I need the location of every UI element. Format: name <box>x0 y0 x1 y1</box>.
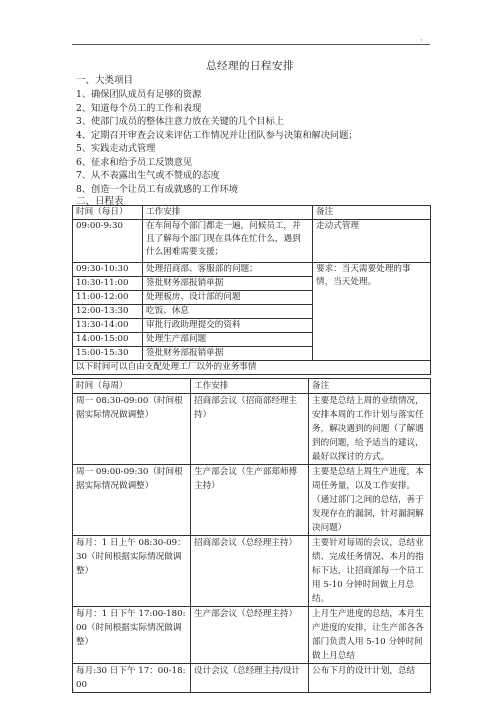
task-cell: 生产部会议（生产部郑师傅主持） <box>191 465 309 536</box>
task-cell: 招商部会议（总经理主持） <box>191 536 309 607</box>
table-row <box>73 664 431 693</box>
task-cell: 生产部会议（总经理主持） <box>191 607 309 664</box>
task-cell: 吃饭、休息 <box>143 305 313 319</box>
task-cell: 招商部会议（招商部经理主持） <box>191 394 309 465</box>
time-cell: 周一 09:00-09:30（时间根据实际情况做调整） <box>73 465 191 536</box>
task-cell: 处理招商部、客服部的问题； <box>143 263 313 277</box>
table-row <box>73 465 431 536</box>
table-header-row <box>73 379 431 394</box>
column-header-time: 时间（每周） <box>73 379 191 394</box>
column-header-note: 备注 <box>309 379 431 394</box>
list-item: 2、知道每个员工的工作和表现 <box>76 103 202 114</box>
list-item: 1、确保团队成员有足够的资源 <box>76 89 202 100</box>
task-cell: 在车间每个部门都走一遍，问候员工，并且了解每个部门现在具体在忙什么，遇到什么困难需要支援； <box>143 220 313 263</box>
section-heading-schedule: 二、日程表 <box>76 196 124 207</box>
note-cell: 主要是总结上周生产进度，本周任务量，以及工作安排。（通过部门之间的总结，善于发现存在的漏洞，针对漏洞解决问题） <box>309 465 431 536</box>
time-cell: 09:30-10:30 <box>73 263 143 277</box>
list-item: 5、实践走动式管理 <box>76 143 156 154</box>
note-cell: 走动式管理 <box>313 220 431 263</box>
table-row <box>73 220 431 263</box>
note-cell: 主要是总结上周的业绩情况，安排本周的工作计划与落实任务，解决遇到的问题（了解遇到的问题，给予适当的建议，最好以探讨的方式。 <box>309 394 431 465</box>
task-cell: 处理生产部问题 <box>143 333 313 347</box>
note-cell: 主要针对每周的会议，总结业绩、完成任务情况、本月的指标下达，让招商部每一个员工用 5-10 分钟时间做上月总结。 <box>309 536 431 607</box>
column-header-note: 备注 <box>313 206 431 220</box>
footer-mark: · <box>72 686 75 696</box>
time-cell: 11:00-12:00 <box>73 291 143 305</box>
table-row <box>73 607 431 664</box>
task-cell: 签批财务部报销单据 <box>143 277 313 291</box>
task-cell: 处理板房、设计部的问题 <box>143 291 313 305</box>
weekly-schedule-table <box>72 378 431 693</box>
note-cell: 要求：当天需要处理的事情，当天处理。 <box>313 263 431 361</box>
column-header-time: 时间（每日） <box>73 206 143 220</box>
time-cell: 09:00-9:30 <box>73 220 143 263</box>
section-heading-items: 一、大类项目 <box>76 75 134 86</box>
note-cell: 公布下月的设计计划，总结 <box>309 664 431 693</box>
list-item: 3、使部门成员的整体注意力放在关键的几个目标上 <box>76 116 284 127</box>
table-header-row <box>73 206 431 220</box>
corner-mark: · <box>420 36 423 46</box>
note-cell: 上月生产进度的总结，本月生产进度的安排，让生产部各各部门负责人用 5-10 分钟时间做上月总结 <box>309 607 431 664</box>
list-item: 8、创造一个让员工有成就感的工作环境 <box>76 184 239 195</box>
time-cell: 每月：1 日下午 17:00-180:00（时间根据实际情况做调整） <box>73 607 191 664</box>
table-footer-row <box>73 361 431 375</box>
time-cell: 每月：1 日上午 08:30-09：30（时间根据实际情况做调整） <box>73 536 191 607</box>
time-cell: 13:30-14:00 <box>73 319 143 333</box>
table-row <box>73 536 431 607</box>
time-cell: 每月:30 日下午 17：00-18:00 <box>73 664 191 693</box>
daily-schedule-table <box>72 205 431 375</box>
time-cell: 15:00-15:30 <box>73 347 143 361</box>
task-cell: 审批行政助理提交的资料 <box>143 319 313 333</box>
task-cell: 签批财务部报销单据 <box>143 347 313 361</box>
time-cell: 10:30-11:00 <box>73 277 143 291</box>
time-cell: 12:00-13:30 <box>73 305 143 319</box>
page-title: 总经理的日程安排 <box>206 60 294 72</box>
list-item: 4、定期召开审查会议来评估工作情况并让团队参与决策和解决问题； <box>76 130 358 141</box>
header-rule <box>72 44 430 45</box>
column-header-task: 工作安排 <box>191 379 309 394</box>
time-cell: 14:00-15:00 <box>73 333 143 347</box>
list-item: 6、征求和给予员工反馈意见 <box>76 157 193 168</box>
list-item: 7、从不表露出生气或不赞成的态度 <box>76 170 220 181</box>
table-row <box>73 394 431 465</box>
table-row <box>73 263 431 277</box>
time-cell: 周一 08:30-09:00（时间根据实际情况做调整） <box>73 394 191 465</box>
footer-note: 以下时间可以自由支配处理工厂以外的业务事情 <box>73 361 431 375</box>
task-cell: 设计会议（总经理主持/设计 <box>191 664 309 693</box>
column-header-task: 工作安排 <box>143 206 313 220</box>
